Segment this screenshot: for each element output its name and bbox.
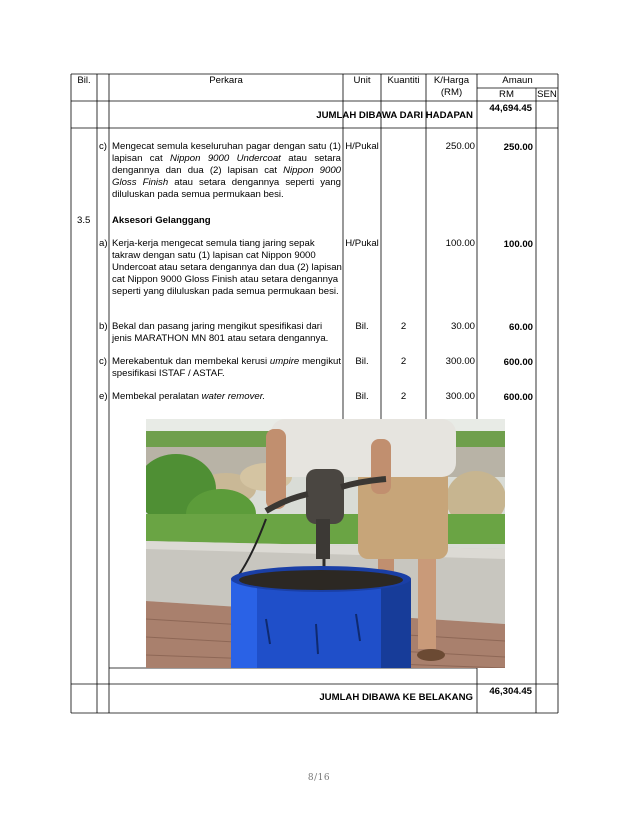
header-perkara: Perkara [209,75,243,86]
item-desc-line: jenis MARATHON MN 801 atau setara dengannya. [112,333,329,344]
item-letter: e) [99,391,108,402]
item-unit: H/Pukal [345,141,379,152]
worker-mixing-paint-photo [146,419,505,668]
item-amount: 600.00 [503,392,533,403]
header-amaun: Amaun [502,75,533,86]
item-desc-line: takraw dengan satu (1) lapisan cat Nippon 9000 [112,250,316,261]
item-description [112,356,341,380]
item-unit: Bil. [355,391,369,402]
item-unit: Bil. [355,321,369,332]
item-amount: 250.00 [503,142,533,153]
item-rate: 30.00 [450,321,475,332]
brought-forward-amount: 44,694.45 [489,103,532,114]
item-amount: 600.00 [503,357,533,368]
item-quantity: 2 [400,321,407,332]
desc-part: mengikut spesifikasi ISTAF / ASTAF. [112,356,341,379]
item-rate: 250.00 [445,141,475,152]
desc-part: Mengecat semula keseluruhan pagar dengan satu (1) lapisan cat [112,141,341,164]
desc-part: atau setara dengannya seperti yang diluluskan pada semua permukaan besi. [112,177,342,200]
item-quantity: 2 [400,391,407,402]
section-title: Aksesori Gelanggang [112,215,211,226]
item-desc-line: seperti yang diluluskan pada semua permukaan besi. [112,286,339,297]
item-description [112,391,265,403]
item-unit: H/Pukal [345,238,379,249]
section-number: 3.5 [77,215,91,226]
desc-part: atau setara dengannya dan dua (2) lapisan cat [112,153,341,176]
item-letter: b) [99,321,108,332]
item-desc-line: Kerja-kerja mengecat semula tiang jaring sepak [112,238,315,249]
item-amount: 60.00 [508,322,533,333]
item-unit: Bil. [355,356,369,367]
item-desc-line: Undercoat atau setara dengannya dan dua (2) lapisan [112,262,342,273]
desc-part-italic: umpire [269,356,300,367]
item-rate: 300.00 [445,356,475,367]
header-kharga: K/Harga [433,75,470,86]
desc-part-italic: Nippon 9000 Undercoat [170,153,281,164]
header-kharga-unit: (RM) [440,87,463,98]
item-letter: a) [99,238,108,249]
item-rate: 300.00 [445,391,475,402]
item-desc-line: Bekal dan pasang jaring mengikut spesifikasi dari [112,321,323,332]
desc-part-italic: Nippon 9000 Gloss Finish [112,165,341,188]
item-letter: c) [99,141,107,152]
item-description [112,141,341,201]
item-amount: 100.00 [503,239,533,250]
item-letter: c) [99,356,107,367]
carried-forward-label: JUMLAH DIBAWA KE BELAKANG [319,692,473,703]
header-sen: SEN [537,89,557,100]
photo-illustration [146,419,505,668]
item-rate: 100.00 [445,238,475,249]
desc-part: Membekal peralatan [112,391,202,402]
brought-forward-label: JUMLAH DIBAWA DARI HADAPAN [316,110,473,121]
item-desc-line: cat Nippon 9000 Gloss Finish atau setara dengannya [112,274,339,285]
header-bil: Bil. [77,75,91,86]
carried-forward-amount: 46,304.45 [489,686,532,697]
header-rm: RM [499,89,514,100]
desc-part: Merekabentuk dan membekal kerusi [112,356,270,367]
item-quantity: 2 [400,356,407,367]
header-unit: Unit [353,75,371,86]
header-kuantiti: Kuantiti [387,75,420,86]
page-number: 8/16 [307,773,331,783]
desc-part-italic: water remover. [201,391,266,402]
